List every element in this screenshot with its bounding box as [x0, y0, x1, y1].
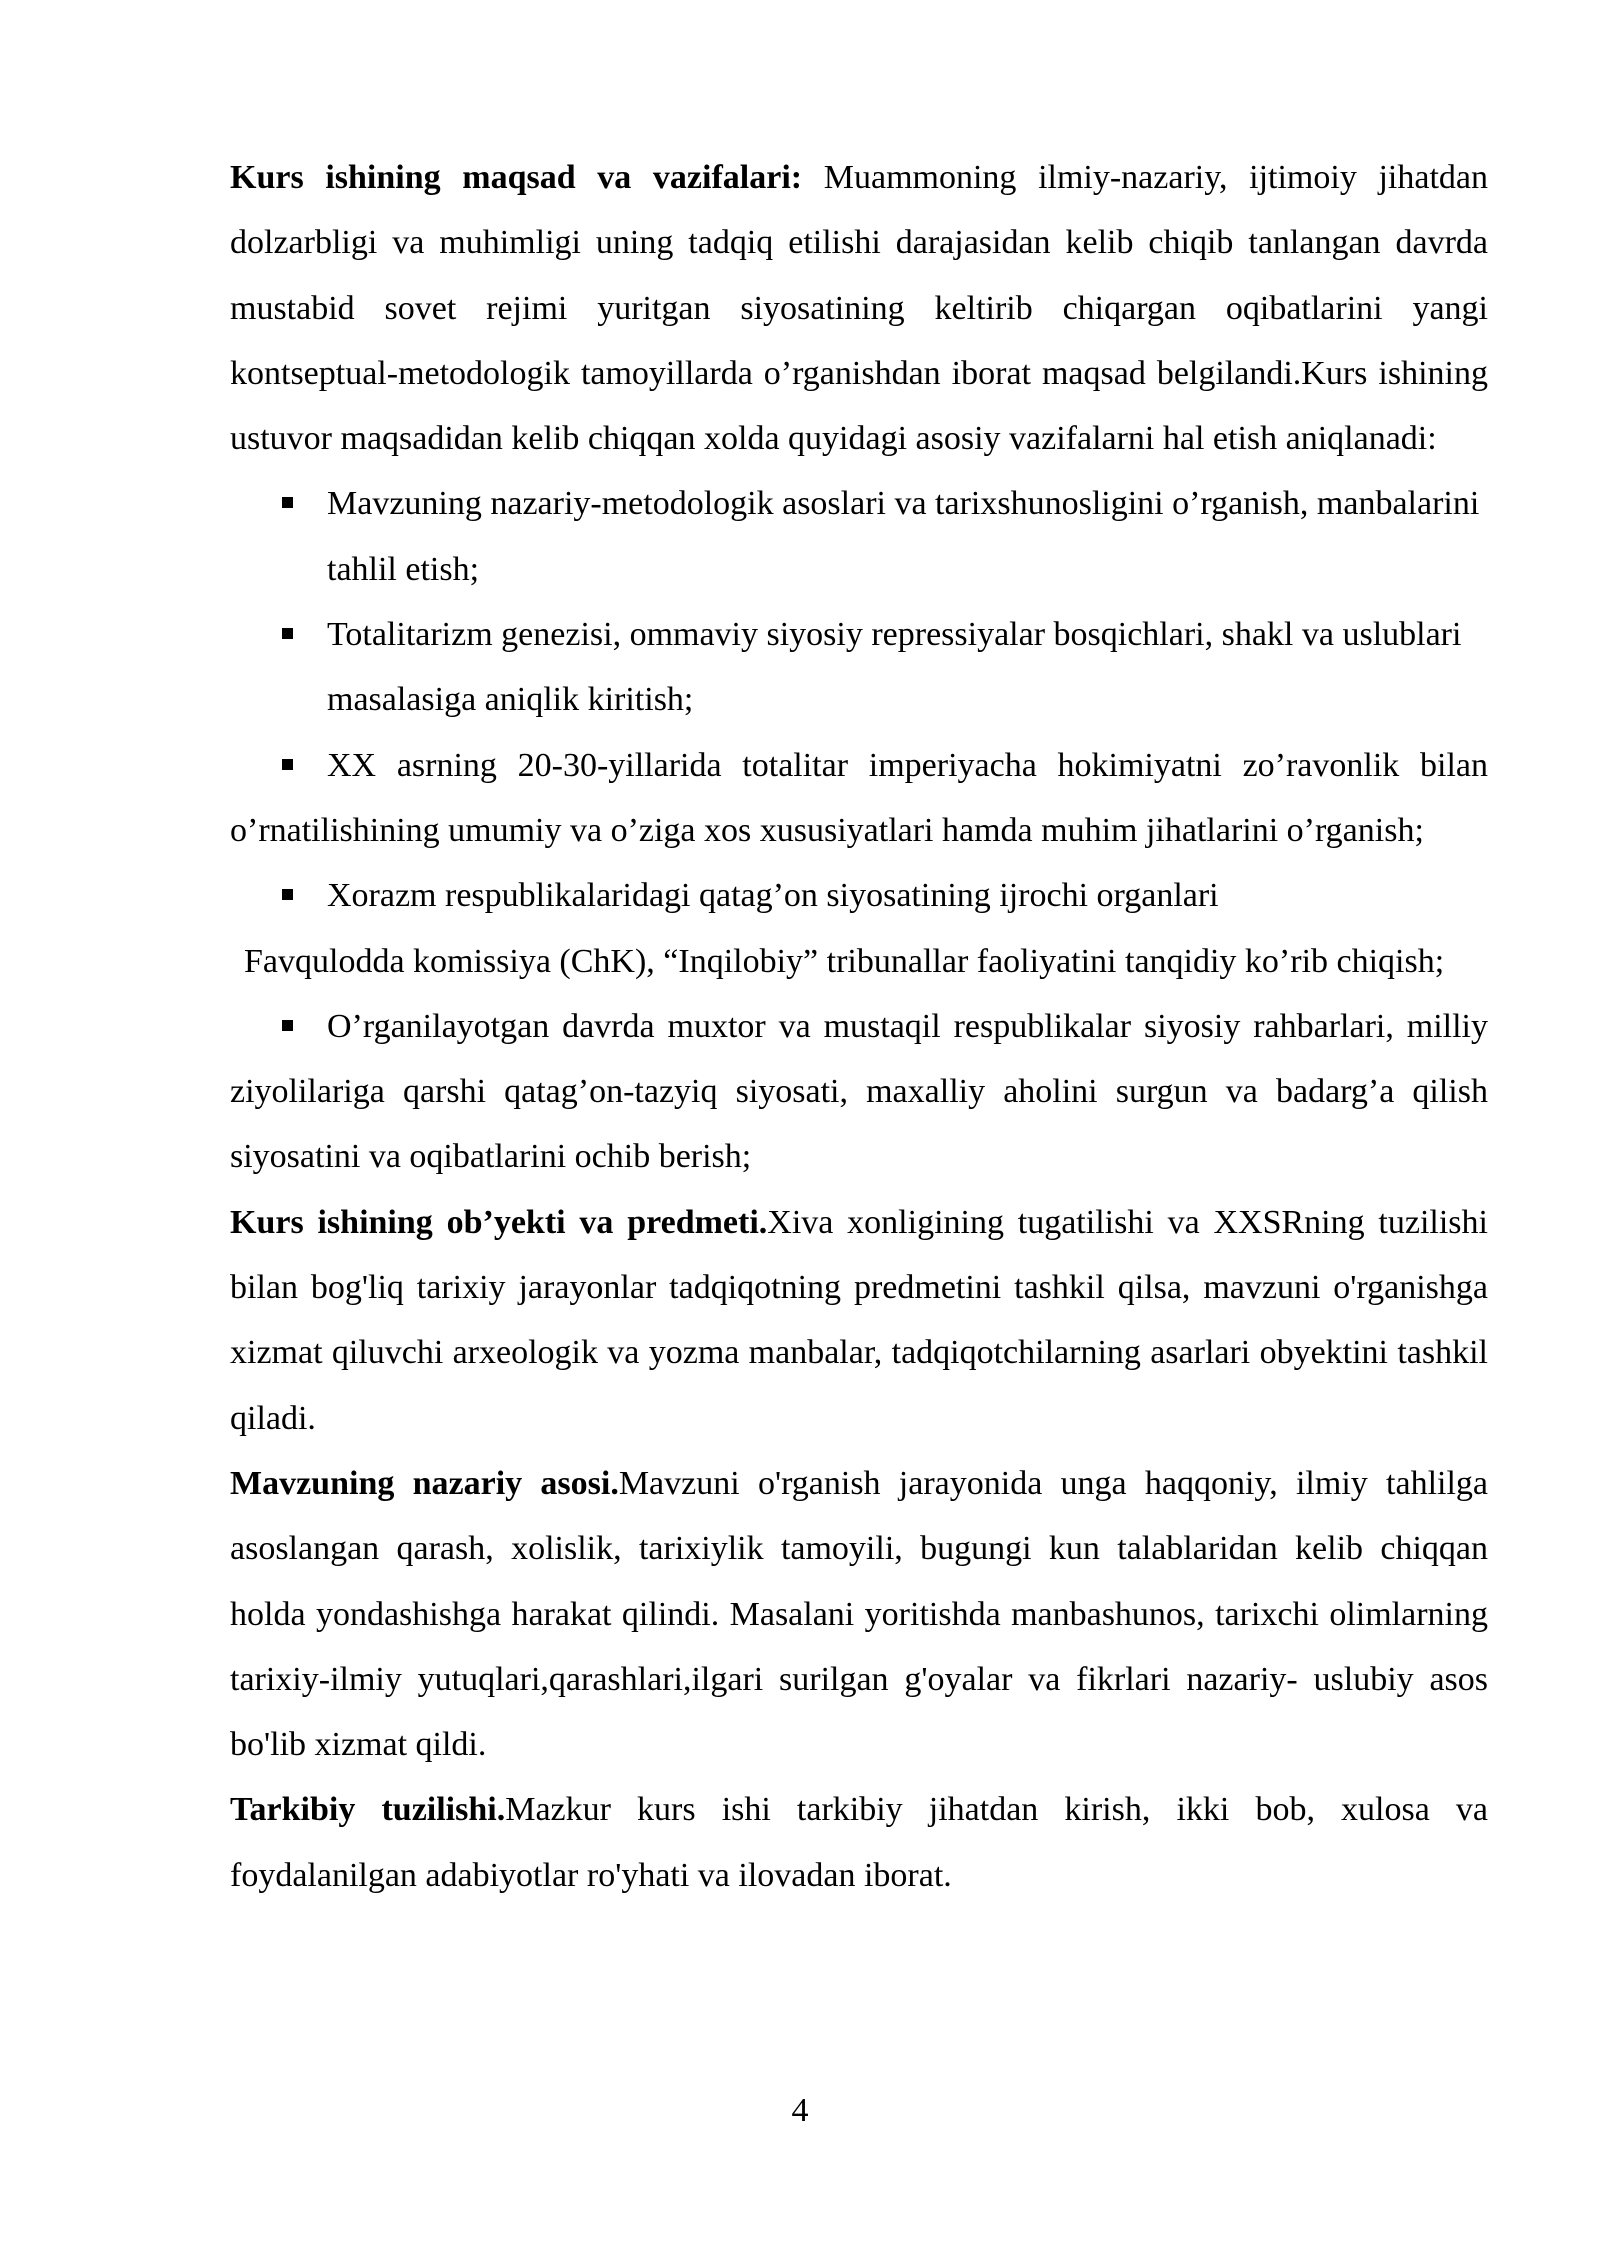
theory-heading: Mavzuning nazariy asosi.: [230, 1464, 619, 1502]
object-heading: Kurs ishining ob’yekti va predmeti.: [230, 1203, 768, 1241]
task-text: Totalitarizm genezisi, ommaviy siyosiy repressiyalar bosqichlari, shakl va uslublari masalasiga aniqlik kiritish;: [327, 616, 1462, 719]
theory-paragraph: [230, 1451, 1488, 1777]
structure-text: Mazkur kurs ishi tarkibiy jihatdan kirish, ikki bob, xulosa va foydalanilgan adabiyotlar ro'yhati va ilovadan iborat.: [230, 1791, 1489, 1894]
square-bullet-icon: [282, 628, 293, 639]
task-text: XX asrning 20-30-yillarida totalitar imperiyacha hokimiyatni zo’ravonlik bilan o’rnatilishining umumiy va o’ziga xos xususiyatlari hamda muhim jihatlarini o’rganish;: [230, 746, 1488, 849]
structure-heading: Tarkibiy tuzilishi.: [230, 1791, 506, 1829]
task-item-5: [230, 994, 1488, 1190]
square-bullet-icon: [282, 497, 293, 508]
task-text: O’rganilayotgan davrda muxtor va mustaqil respublikalar siyosiy rahbarlari, milliy ziyolilariga qarshi qatag’on-tazyiq siyosati, maxalliy aholini surgun va badarg’a qilish siyosatini va oqibatlarini ochib berish;: [230, 1007, 1488, 1176]
square-bullet-icon: [282, 889, 293, 900]
task-item-4: [230, 863, 1488, 928]
task-item-4-continuation: [230, 929, 1488, 994]
goals-text: Muammoning ilmiy-nazariy, ijtimoiy jihatdan dolzarbligi va muhimligi uning tadqiq etilishi darajasidan kelib chiqib tanlangan davrda mustabid sovet rejimi yuritgan siyosatining keltirib chiqargan oqibatlarini yangi kontseptual-metodologik tamoyillarda o’rganishdan iborat maqsad belgilandi.Kurs ishining ustuvor maqsadidan kelib chiqqan xolda quyidagi asosiy vazifalarni hal etish aniqlanadi:: [230, 159, 1488, 458]
task-text: Xorazm respublikalaridagi qatag’on siyosatining ijrochi organlari: [327, 877, 1219, 915]
square-bullet-icon: [282, 1020, 293, 1031]
task-item-3: [230, 733, 1488, 864]
task-text: Favqulodda komissiya (ChK), “Inqilobiy” tribunallar faoliyatini tanqidiy ko’rib chiqish;: [244, 942, 1445, 980]
page-body: [230, 145, 1488, 1908]
goals-paragraph: [230, 145, 1488, 471]
object-text: Xiva xonligining tugatilishi va XXSRning tuzilishi bilan bog'liq tarixiy jarayonlar tadqiqotning predmetini tashkil qilsa, mavzuni o'rganishga xizmat qiluvchi arxeologik va yozma manbalar, tadqiqotchilarning asarlari obyektini tashkil qiladi.: [230, 1203, 1488, 1437]
task-item-1: [230, 471, 1488, 602]
square-bullet-icon: [282, 759, 293, 770]
goals-heading: Kurs ishining maqsad va vazifalari:: [230, 159, 803, 196]
theory-text: Mavzuni o'rganish jarayonida unga haqqoniy, ilmiy tahlilga asoslangan qarash, xolislik, tarixiylik tamoyili, bugungi kun talablaridan kelib chiqqan holda yondashishga harakat qilindi. Masalani yoritishda manbashunos, tarixchi olimlarning tarixiy-ilmiy yutuqlari,qarashlari,ilgari surilgan g'oyalar va fikrlari nazariy- uslubiy asos bo'lib xizmat qildi.: [230, 1464, 1488, 1764]
page-number: 4: [791, 2092, 809, 2129]
task-text: Mavzuning nazariy-metodologik asoslari va tarixshunosligini o’rganish, manbalarini tahlil etish;: [327, 485, 1480, 588]
structure-paragraph: [230, 1777, 1488, 1908]
task-item-2: [230, 602, 1488, 733]
object-paragraph: [230, 1190, 1488, 1451]
